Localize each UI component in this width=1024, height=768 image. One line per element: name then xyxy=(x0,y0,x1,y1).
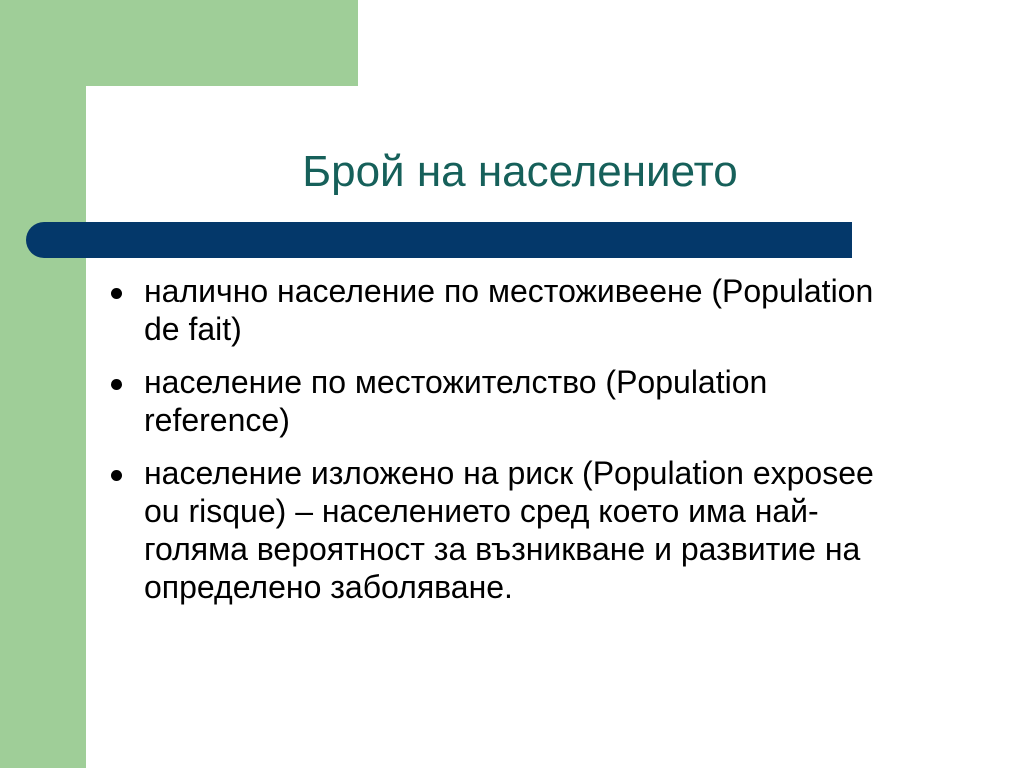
bullet-dot-icon xyxy=(111,288,122,299)
left-green-band xyxy=(0,0,86,768)
bullet-dot-icon xyxy=(111,379,122,390)
slide-title: Брой на населението xyxy=(302,147,738,196)
bullet-text: налично население по местоживеене (Population de fait) xyxy=(144,273,874,347)
content-panel-corner xyxy=(86,86,146,146)
title-underline-bar xyxy=(26,222,852,258)
bullet-item xyxy=(108,363,908,439)
bullet-item xyxy=(108,454,908,606)
bullet-dot-icon xyxy=(111,470,122,481)
bullet-text: население по местожителство (Population reference) xyxy=(144,364,768,438)
top-green-band xyxy=(0,0,358,86)
bullet-text: население изложено на риск (Population exposee ou risque) – населението сред което има най-голяма вероятност за възникване и развитие на определено заболяване. xyxy=(144,455,874,605)
bullet-list xyxy=(108,272,908,621)
bullet-item xyxy=(108,272,908,348)
